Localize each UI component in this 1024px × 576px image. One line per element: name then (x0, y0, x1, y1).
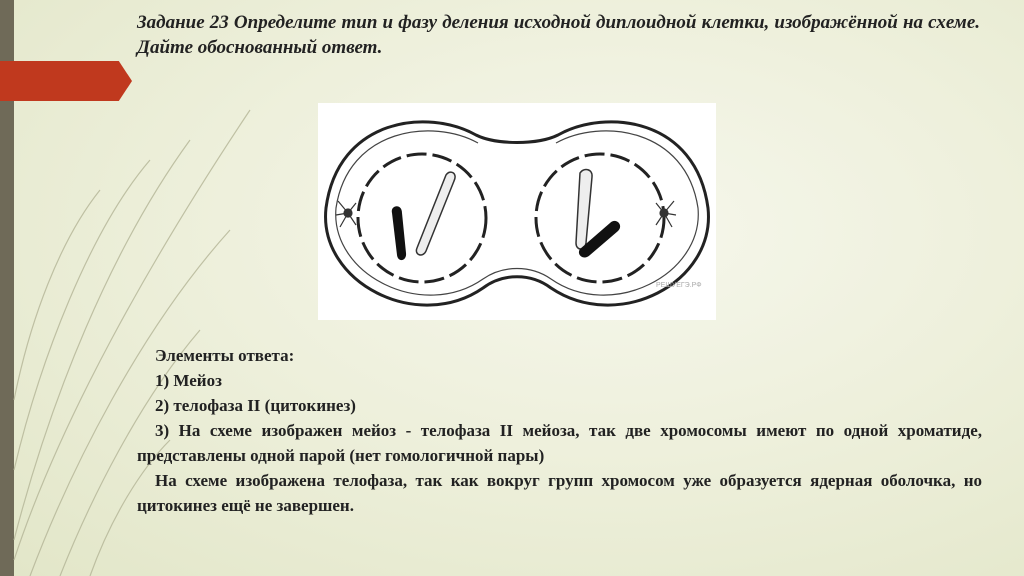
answer-item-3: 3) На схеме изображен мейоз - телофаза II мейоза, так две хромосомы имеют по одной хроматиде, представлены одной парой (нет гомологичной пары) (137, 421, 982, 465)
task-title: Задание 23 Определите тип и фазу деления исходной диплоидной клетки, изображённой на схеме. Дайте обоснованный ответ. (137, 12, 980, 58)
left-nuclear-envelope (358, 154, 486, 282)
left-chromosome-dark (392, 206, 406, 260)
cell-membrane-outer (326, 122, 709, 305)
left-chromosome-light (416, 172, 455, 255)
cell-membrane-inner (336, 131, 699, 295)
cell-division-figure (318, 103, 716, 320)
right-chromosome-light (576, 170, 592, 249)
figure-watermark: РЕШУЕГЭ.РФ (656, 282, 702, 289)
accent-tab (0, 61, 132, 101)
left-centrosome-icon (336, 201, 356, 227)
cell-diagram (318, 103, 716, 320)
answer-item-1: 1) Мейоз (155, 371, 222, 390)
right-nuclear-envelope (536, 154, 664, 282)
answer-item-4: На схеме изображена телофаза, так как вокруг групп хромосом уже образуется ядерная оболочка, но цитокинез ещё не завершен. (137, 471, 982, 515)
answer-heading: Элементы ответа: (155, 346, 295, 365)
right-centrosome-icon (656, 201, 676, 227)
answer-block (137, 343, 982, 518)
answer-item-2: 2) телофаза II (цитокинез) (155, 396, 356, 415)
